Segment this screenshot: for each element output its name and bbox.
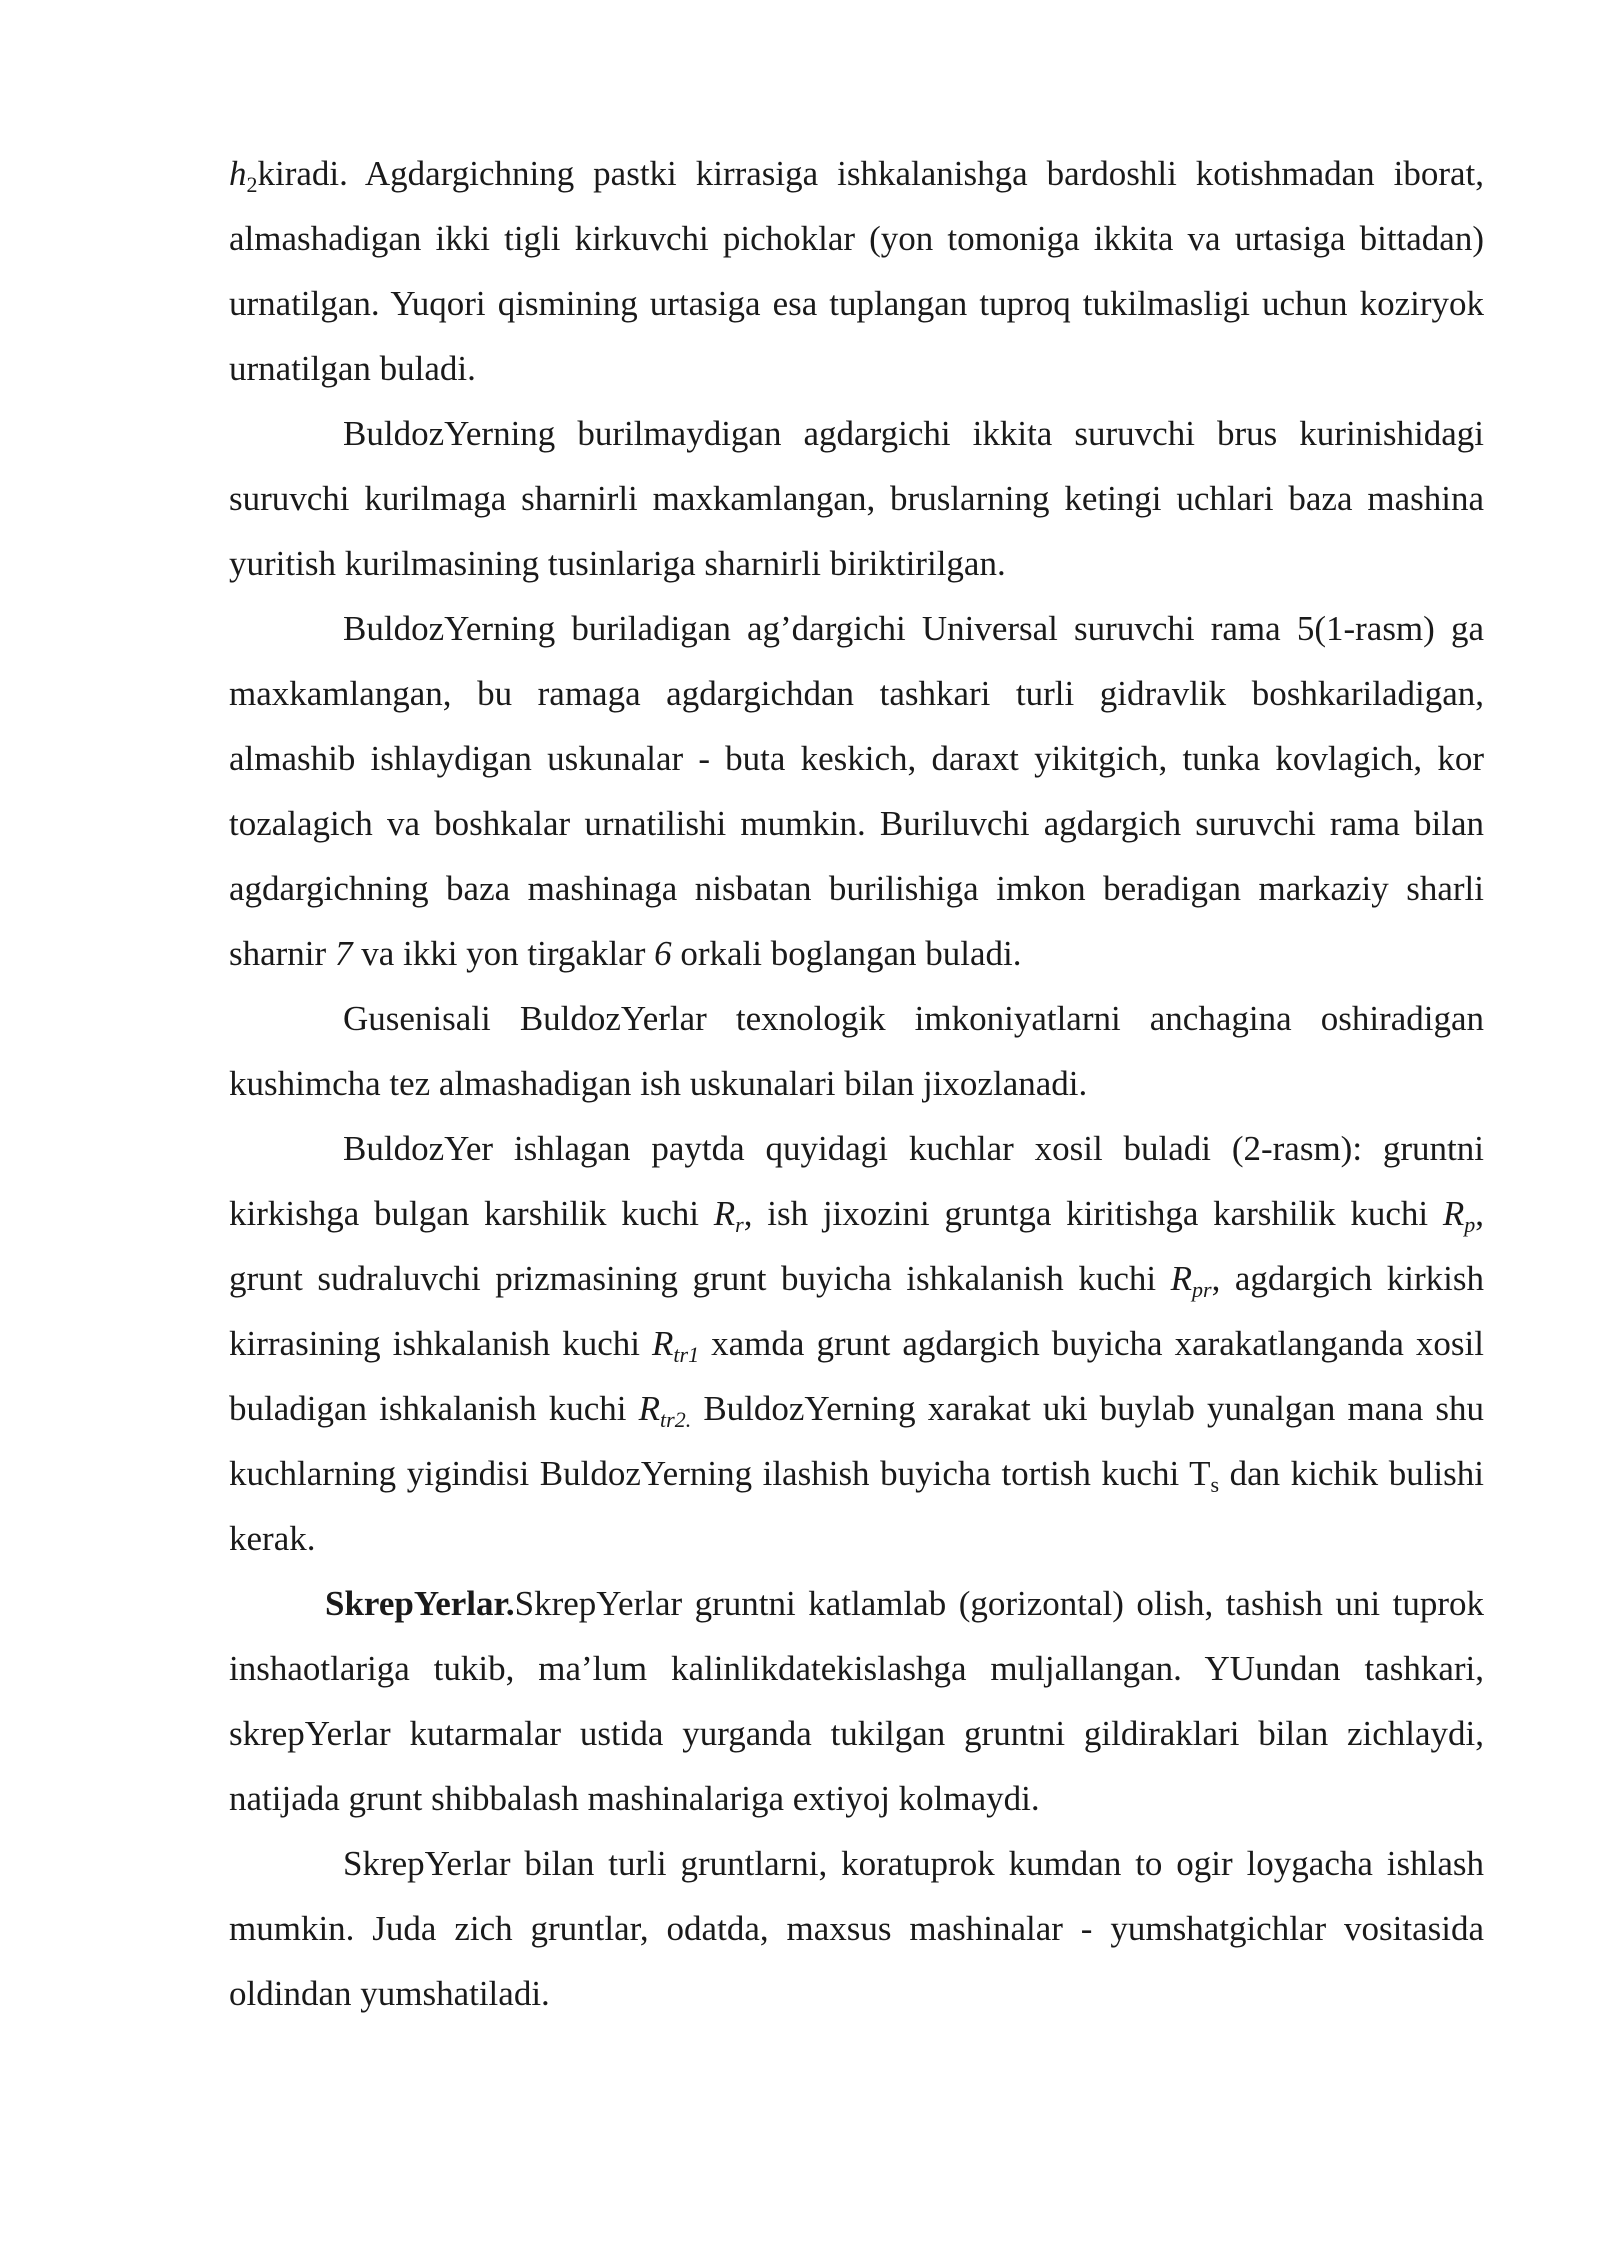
symbol-R-pr	[1170, 1259, 1212, 1302]
symbol-R-tr1	[652, 1324, 700, 1367]
figure-ref-7: 7	[334, 934, 353, 973]
symbol-R-r	[713, 1194, 744, 1237]
subscript-s: s	[1210, 1472, 1220, 1497]
symbol-R: R	[1170, 1259, 1193, 1298]
subscript-tr1: tr1	[673, 1342, 700, 1367]
paragraph-2: BuldozYerning burilmaydigan agdargichi ikkita suruvchi brus kurinishidagi suruvchi kurilmaga sharnirli maxkamlangan, bruslarning ketingi uchlari baza mashina yuritish kurilmasining tusinlariga sharnirli biriktirilgan.	[229, 414, 1484, 583]
variable-h: h	[229, 154, 247, 193]
paragraph-5-text-b: , ish jixozini gruntga kiritishga karshilik kuchi	[743, 1194, 1443, 1233]
paragraph-5-text-f: BuldozYerning xarakat uki buylab yunalgan mana shu kuchlarning yigindisi BuldozYerning ilashish buyicha tortish kuchi T	[229, 1389, 1484, 1493]
paragraph-5-text-a: BuldozYer ishlagan paytda quyidagi kuchlar xosil buladi (2-rasm): gruntni kirkishga bulgan karshilik kuchi	[229, 1129, 1484, 1233]
symbol-R: R	[713, 1194, 736, 1233]
subscript-pr: pr	[1192, 1277, 1212, 1302]
paragraph-3-text-b: va ikki yon tirgaklar	[352, 934, 655, 973]
subscript-2: 2	[246, 172, 258, 197]
symbol-R: R	[652, 1324, 674, 1363]
paragraph-1-text: kiradi. Agdargichning pastki kirrasiga ishkalanishga bardoshli kotishmadan iborat, almashadigan ikki tigli kirkuvchi pichoklar (yon tomoniga ikkita va urtasiga bittadan) urnatilgan. Yuqori qismining urtasiga esa tuplangan tuproq tukilmasligi uchun koziryok urnatilgan buladi.	[229, 154, 1484, 388]
symbol-R-tr2	[638, 1389, 692, 1432]
paragraph-5-text-e: xamda grunt agdargich buyicha xarakatlanganda xosil buladigan ishkalanish kuchi	[229, 1324, 1484, 1428]
subscript-r: r	[735, 1212, 744, 1237]
symbol-R-p	[1442, 1194, 1476, 1237]
subscript-tr2: tr2.	[660, 1407, 692, 1432]
paragraph-5-text-g: dan kichik bulishi kerak.	[229, 1454, 1484, 1558]
figure-ref-6: 6	[654, 934, 672, 973]
symbol-R: R	[638, 1389, 661, 1428]
paragraph-3	[229, 596, 1484, 986]
paragraph-3-text-a: BuldozYerning buriladigan ag’dargichi Universal suruvchi rama 5(1-rasm) ga maxkamlangan, bu ramaga agdargichdan tashkari turli gidravlik boshkariladigan, almashib ishlaydigan uskunalar - buta keskich, daraxt yikitgich, tunka kovlagich, kor tozalagich va boshkalar urnatilishi mumkin. Buriluvchi agdargich suruvchi rama bilan agdargichning baza mashinaga nisbatan burilishiga imkon beradigan markaziy sharli sharnir	[229, 609, 1484, 973]
paragraph-6	[229, 1571, 1484, 1831]
subscript-p: p	[1464, 1212, 1476, 1237]
symbol-R: R	[1442, 1194, 1465, 1233]
paragraph-4: Gusenisali BuldozYerlar texnologik imkoniyatlarni anchagina oshiradigan kushimcha tez almashadigan ish uskunalari bilan jixozlanadi.	[229, 999, 1484, 1103]
paragraph-6-text: SkrepYerlar gruntni katlamlab (gorizontal) olish, tashish uni tuprok inshaotlariga tukib, ma’lum kalinlikdatekislashga muljallangan. YUundan tashkari, skrepYerlar kutarmalar ustida yurganda tukilgan gruntni gildiraklari bilan zichlaydi, natijada grunt shibbalash mashinalariga extiyoj kolmaydi.	[229, 1584, 1484, 1818]
paragraph-5-text-d: , agdargich kirkish kirrasining ishkalanish kuchi	[229, 1259, 1484, 1363]
paragraph-5-text-c: , grunt sudraluvchi prizmasining grunt buyicha ishkalanish kuchi	[229, 1194, 1484, 1298]
section-heading-skrepyerlar: SkrepYerlar.	[325, 1584, 515, 1623]
paragraph-7: SkrepYerlar bilan turli gruntlarni, koratuprok kumdan to ogir loygacha ishlash mumkin. Juda zich gruntlar, odatda, maxsus mashinalar - yumshatgichlar vositasida oldindan yumshatiladi.	[229, 1844, 1484, 2013]
paragraph-5	[229, 1116, 1484, 1571]
paragraph-3-text-c: orkali boglangan buladi.	[671, 934, 1022, 973]
paragraph-1	[229, 141, 1484, 401]
document-page	[229, 141, 1484, 2026]
